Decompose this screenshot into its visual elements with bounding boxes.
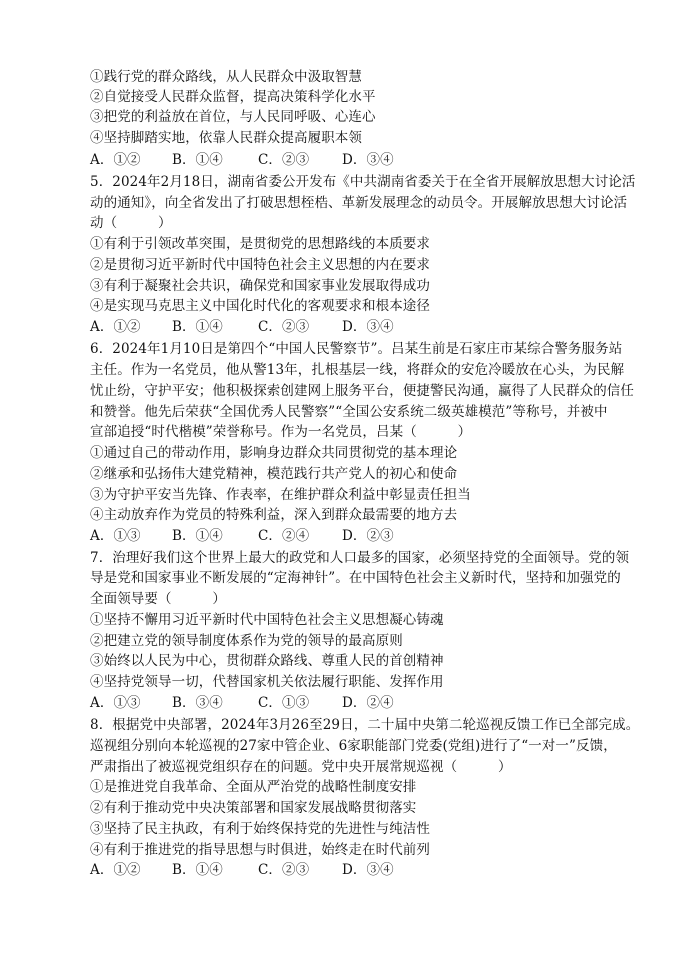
q7-stem-line-2: 导是党和国家事业不断发展的“定海神针”。在中国特色社会主义新时代，坚持和加强党的: [90, 570, 621, 586]
q8-stem-line-2: 巡视组分别向本轮巡视的27家中管企业、6家职能部门党委(党组)进行了“一对一”反馈，: [90, 738, 617, 754]
q4-choice-b: B．①④: [172, 152, 223, 168]
q5-option-4: ④是实现马克思主义中国化时代化的客观要求和根本途径: [90, 298, 430, 314]
q5-choice-a: A．①②: [90, 319, 141, 335]
q5-option-2: ②是贯彻习近平新时代中国特色社会主义思想的内在要求: [90, 257, 430, 273]
q7-option-2: ②把建立党的领导制度体系作为党的领导的最高原则: [90, 633, 403, 649]
q7-option-4: ④坚持党领导一切，代替国家机关依法履行职能、发挥作用: [90, 674, 444, 690]
q4-choice-d: D．③④: [342, 152, 394, 168]
q4-choice-c: C．②③: [258, 152, 310, 168]
q6-choice-b: B．①④: [172, 528, 223, 544]
q6-option-3: ③为守护平安当先锋、作表率，在维护群众利益中彰显责任担当: [90, 487, 471, 503]
q5-stem-line-2: 动的通知》，向全省发出了打破思想桎梏、革新发展理念的动员令。开展解放思想大讨论活: [90, 195, 628, 211]
q6-stem-line-4: 和赞誉。他先后荣获“全国优秀人民警察”“全国公安系统二级英雄模范”等称号，并被中: [90, 404, 608, 420]
q5-choice-d: D．③④: [342, 319, 394, 335]
q8-option-3: ③坚持了民主执政，有利于始终保持党的先进性与纯洁性: [90, 821, 430, 837]
q5-choice-c: C．②③: [258, 319, 310, 335]
q7-stem-line-3: 全面领导要（ ）: [90, 591, 226, 607]
q8-option-2: ②有利于推动党中央决策部署和国家发展战略贯彻落实: [90, 800, 417, 816]
q8-option-1: ①是推进党自我革命、全面从严治党的战略性制度安排: [90, 779, 417, 795]
q5-option-3: ③有利于凝聚社会共识，确保党和国家事业发展取得成功: [90, 278, 430, 294]
q8-choice-d: D．③④: [342, 862, 394, 878]
q5-stem-line-3: 动（ ）: [90, 215, 172, 231]
q6-option-2: ②继承和弘扬伟大建党精神，模范践行共产党人的初心和使命: [90, 466, 458, 482]
q6-option-4: ④主动放弃作为党员的特殊利益，深入到群众最需要的地方去: [90, 507, 458, 523]
q8-option-4: ④有利于推进党的指导思想与时俱进，始终走在时代前列: [90, 842, 430, 858]
q8-choice-c: C．②③: [258, 862, 310, 878]
q6-option-1: ①通过自己的带动作用，影响身边群众共同贯彻党的基本理论: [90, 445, 458, 461]
q5-choice-b: B．①④: [172, 319, 223, 335]
q5-stem-line-1: 5．2024年2月18日，湖南省委公开发布《中共湖南省委关于在全省开展解放思想大讨论活: [90, 174, 636, 190]
q7-answer-choices: [90, 694, 394, 712]
q6-answer-choices: [90, 527, 394, 545]
q8-choice-a: A．①②: [90, 862, 141, 878]
q4-answer-choices: [90, 151, 394, 169]
q6-choice-d: D．②③: [342, 528, 394, 544]
q6-stem-line-5: 宣部追授“时代楷模”荣誉称号。作为一名党员，吕某（ ）: [90, 424, 472, 440]
q8-choice-b: B．①④: [172, 862, 223, 878]
q7-choice-b: B．③④: [172, 695, 223, 711]
q8-stem-line-3: 严肃指出了被巡视党组织存在的问题。党中央开展常规巡视（ ）: [90, 759, 512, 775]
q6-stem-line-2: 主任。作为一名党员，他从警13年，扎根基层一线，将群众的安危冷暖放在心头，为民解: [90, 362, 625, 378]
q6-choice-a: A．①③: [90, 528, 141, 544]
q5-answer-choices: [90, 318, 394, 336]
q7-option-3: ③始终以人民为中心，贯彻群众路线、尊重人民的首创精神: [90, 653, 444, 669]
q4-option-2: ②自觉接受人民群众监督，提高决策科学化水平: [90, 89, 376, 105]
q7-choice-d: D．②④: [342, 695, 394, 711]
q6-choice-c: C．②④: [258, 528, 310, 544]
q4-choice-a: A．①②: [90, 152, 141, 168]
q4-option-1: ①践行党的群众路线，从人民群众中汲取智慧: [90, 69, 362, 85]
q6-stem-line-1: 6．2024年1月10日是第四个“中国人民警察节”。吕某生前是石家庄市某综合警务服务站: [90, 341, 623, 357]
q4-option-3: ③把党的利益放在首位，与人民同呼吸、心连心: [90, 109, 376, 125]
q8-stem-line-1: 8．根据党中央部署，2024年3月26至29日，二十届中央第二轮巡视反馈工作已全部完成。: [90, 717, 640, 733]
q6-stem-line-3: 忧止纷，守护平安；他积极探索创建网上服务平台，便捷警民沟通，赢得了人民群众的信任: [90, 383, 634, 399]
q7-option-1: ①坚持不懈用习近平新时代中国特色社会主义思想凝心铸魂: [90, 612, 444, 628]
q5-option-1: ①有利于引领改革突围，是贯彻党的思想路线的本质要求: [90, 236, 430, 252]
q4-option-4: ④坚持脚踏实地，依靠人民群众提高履职本领: [90, 130, 362, 146]
q7-stem-line-1: 7．治理好我们这个世界上最大的政党和人口最多的国家，必须坚持党的全面领导。党的领: [90, 550, 630, 566]
q8-answer-choices: [90, 861, 394, 879]
q7-choice-c: C．①③: [258, 695, 310, 711]
q7-choice-a: A．①③: [90, 695, 141, 711]
